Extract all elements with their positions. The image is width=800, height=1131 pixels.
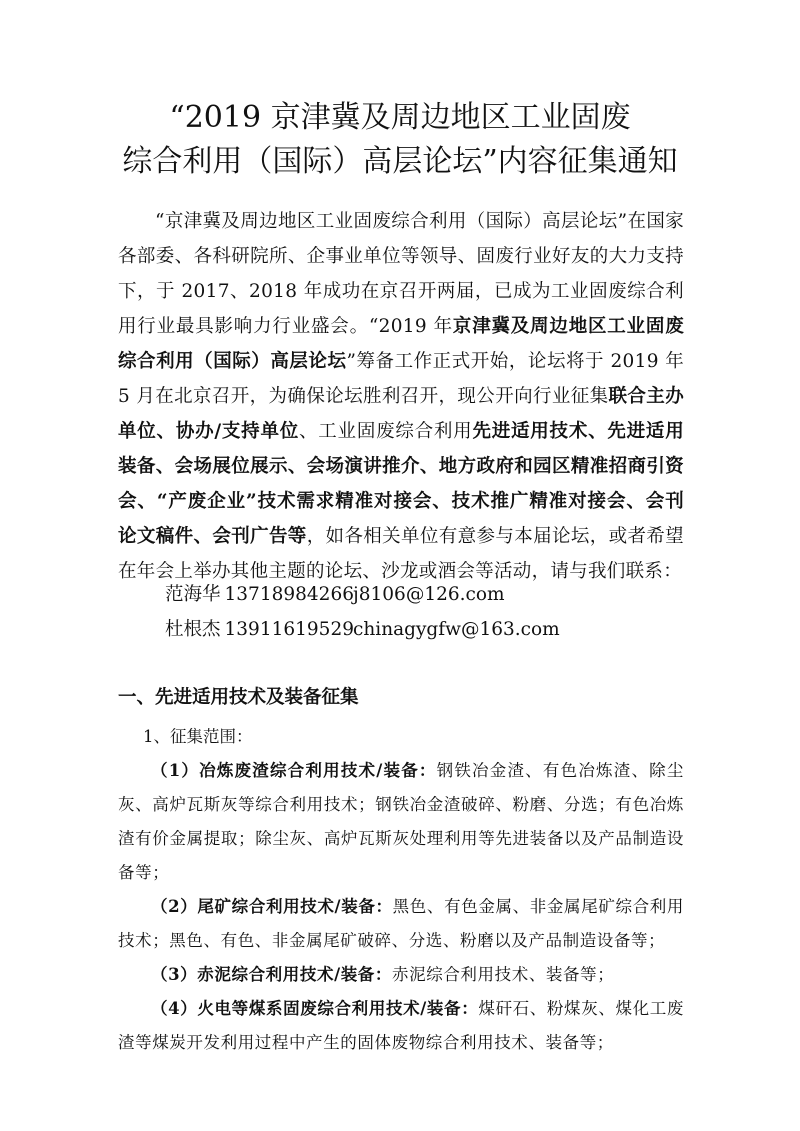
document-title-line-2: 综合利用（国际）高层论坛”内容征集通知 bbox=[122, 144, 678, 179]
contact-email[interactable]: chinagygfw@163.com bbox=[353, 619, 560, 640]
organizer-call-bold: 联合主办单位、协办/支持单位 bbox=[118, 386, 684, 442]
scope-item-text: 赤泥综合利用技术、装备等； bbox=[392, 965, 615, 984]
forum-name-bold: 京津冀及周边地区工业固废综合利用（国际）高层论坛 bbox=[118, 316, 684, 372]
scope-item-text: 煤矸石、粉煤灰、煤化工废渣等煤炭开发利用过程中产生的固体废物综合利用技术、装备等； bbox=[118, 999, 684, 1052]
scope-item-label: （4）火电等煤系固废综合利用技术/装备： bbox=[151, 999, 479, 1018]
contact-email[interactable]: j8106@126.com bbox=[353, 584, 505, 605]
contact-name: 杜根杰 bbox=[165, 619, 221, 640]
scope-item bbox=[118, 958, 684, 992]
section-heading: 一、先进适用技术及装备征集 bbox=[118, 687, 359, 708]
intro-paragraph bbox=[118, 204, 684, 589]
contact-line bbox=[165, 615, 560, 645]
scope-item bbox=[118, 754, 684, 890]
scope-item bbox=[118, 890, 684, 958]
scope-item-label: （2）尾矿综合利用技术/装备： bbox=[151, 897, 393, 916]
scope-item bbox=[118, 992, 684, 1060]
scope-item-text: 钢铁冶金渣、有色冶炼渣、除尘灰、高炉瓦斯灰等综合利用技术；钢铁冶金渣破碎、粉磨、分选；有色冶炼渣有价金属提取；除尘灰、高炉瓦斯灰处理利用等先进装备以及产品制造设备等； bbox=[118, 761, 684, 882]
contact-name: 范海华 bbox=[165, 584, 221, 605]
scope-item-list bbox=[118, 754, 684, 1060]
document-title-line-1: “2019 京津冀及周边地区工业固废 bbox=[169, 100, 631, 135]
section-sub-heading: 1、征集范围： bbox=[143, 727, 253, 746]
scope-item-label: （3）赤泥综合利用技术/装备： bbox=[151, 965, 393, 984]
scope-item-label: （1）冶炼废渣综合利用技术/装备： bbox=[151, 761, 437, 780]
scope-item-text: 黑色、有色金属、非金属尾矿综合利用技术；黑色、有色、非金属尾矿破碎、分选、粉磨以及产品制造设备等； bbox=[118, 897, 685, 950]
contact-phone: 13911619529 bbox=[224, 619, 354, 640]
intro-text-3: 、工业固废综合利用 bbox=[299, 421, 473, 442]
solicitation-items-bold: 先进适用技术、先进适用装备、会场展位展示、会场演讲推介、地方政府和园区精准招商引资会、“产废企业”技术需求精准对接会、技术推广精准对接会、会刊论文稿件、会刊广告等 bbox=[118, 421, 685, 547]
intro-text-2: ”筹备工作正式开始，论坛将于 2019 年 5 月在北京召开，为确保论坛胜利召开，现公开向行业征集 bbox=[118, 351, 684, 407]
intro-text-1: “京津冀及周边地区工业固废综合利用（国际）高层论坛”在国家各部委、各科研院所、企事业单位等领导、固废行业好友的大力支持下，于 2017、2018 年成功在京召开两届，已成为工业固废综合利用行业最具影响力行业盛会。“2019 年 bbox=[118, 211, 684, 337]
intro-text-4: ，如各相关单位有意参与本届论坛，或者希望在年会上举办其他主题的论坛、沙龙或酒会等活动，请与我们联系： bbox=[118, 526, 684, 582]
contact-line bbox=[165, 580, 505, 610]
contact-phone: 13718984266 bbox=[224, 584, 354, 605]
